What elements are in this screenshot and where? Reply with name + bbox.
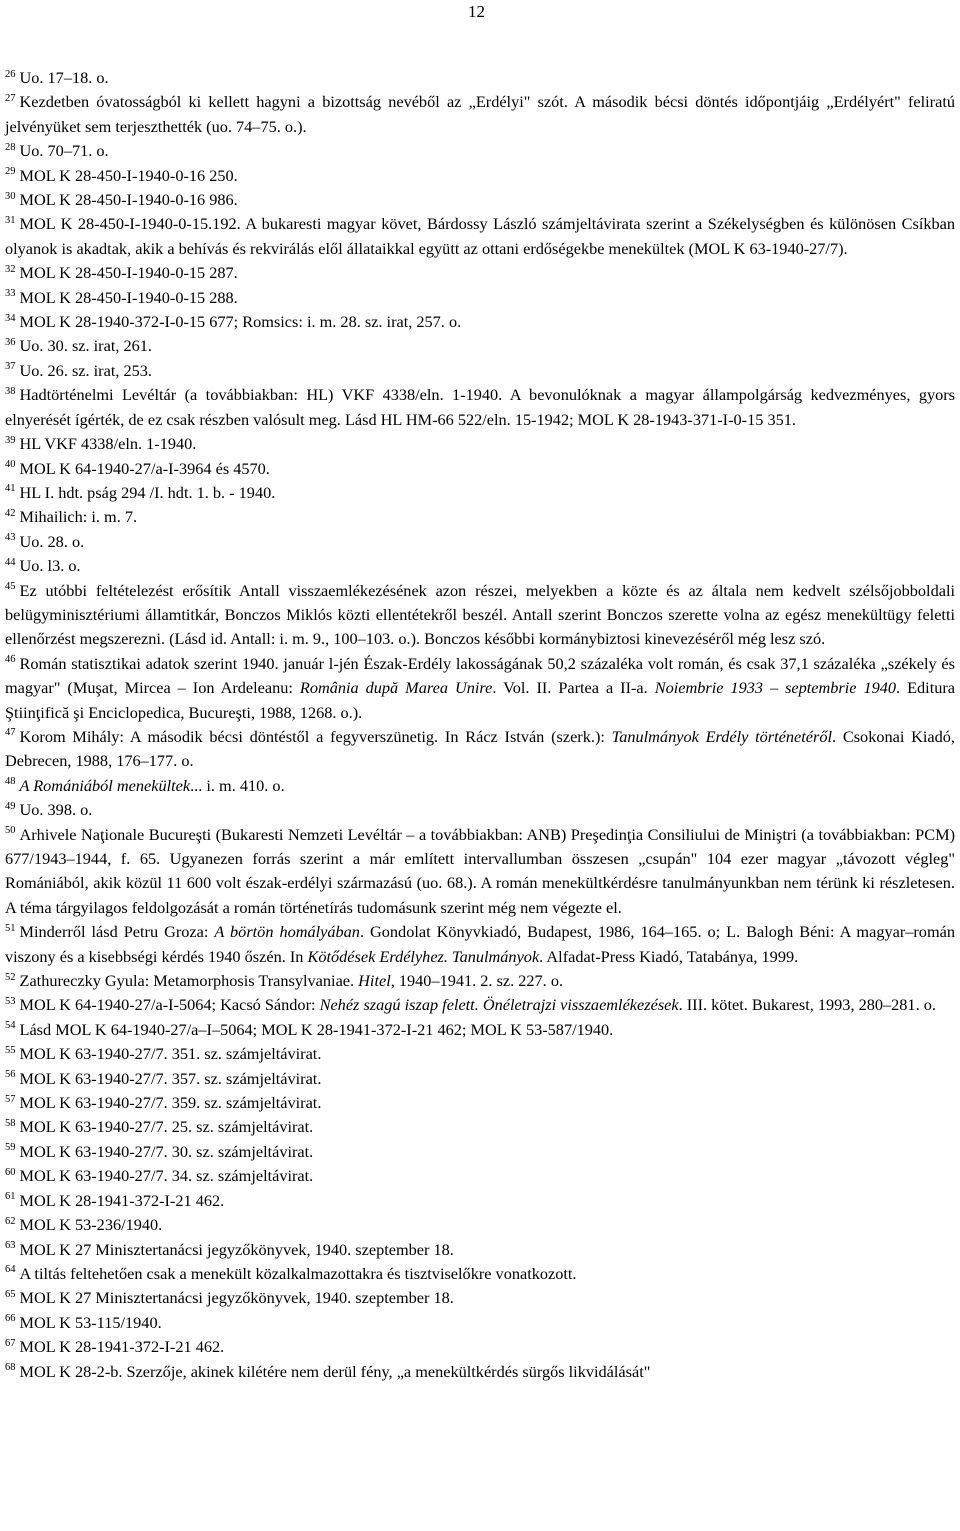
footnote-text: MOL K 28-450-I-1940-0-15.192. A bukaresti magyar követ, Bárdossy László számjeltávirata szerint a Székelységben és különösen Csíkban olyanok is akadtak, akik a behívás és rekvirálás elől állataikkal együtt az ottani erdőségekbe menekültek (MOL K 63-1940-27/7). <box>5 214 955 258</box>
footnote-39 <box>5 432 955 456</box>
footnote-32 <box>5 261 955 285</box>
footnote-italic-text: Kötődések Erdélyhez. Tanulmányok <box>307 946 540 966</box>
footnote-text: Uo. 28. o. <box>19 531 85 551</box>
footnote-text: . Vol. II. Partea a II-a. <box>492 678 655 698</box>
footnote-number: 56 <box>5 1069 16 1081</box>
footnote-number: 54 <box>5 1020 16 1032</box>
footnote-number: 37 <box>5 361 16 373</box>
footnote-text: MOL K 63-1940-27/7. 25. sz. számjeltávirat. <box>19 1117 314 1137</box>
footnote-text: . III. kötet. Bukarest, 1993, 280–281. o. <box>678 995 936 1015</box>
footnote-26 <box>5 66 955 90</box>
footnote-number: 60 <box>5 1166 16 1178</box>
footnote-number: 67 <box>5 1337 16 1349</box>
footnote-66 <box>5 1311 955 1335</box>
footnote-text: MOL K 28-1940-372-I-0-15 677; Romsics: i. m. 28. sz. irat, 257. o. <box>19 312 462 332</box>
footnote-29 <box>5 164 955 188</box>
footnote-number: 27 <box>5 92 16 104</box>
footnote-number: 52 <box>5 971 16 983</box>
footnote-27 <box>5 90 955 139</box>
footnote-text: MOL K 63-1940-27/7. 34. sz. számjeltávirat. <box>19 1166 314 1186</box>
footnote-number: 34 <box>5 312 16 324</box>
footnote-text: MOL K 28-2-b. Szerzője, akinek kilétére nem derül fény, „a menekültkérdés sürgős likvidálását" <box>19 1361 651 1381</box>
footnote-34 <box>5 310 955 334</box>
footnote-italic-text: Nehéz szagú iszap felett. Önéletrajzi visszaemlékezések <box>319 995 679 1015</box>
footnote-text: A tiltás feltehetően csak a menekült közalkalmazottakra és tisztviselőkre vonatkozott. <box>19 1263 577 1283</box>
footnote-italic-text: Noiembrie 1933 – septembrie 1940 <box>654 678 897 698</box>
footnote-56 <box>5 1067 955 1091</box>
footnote-number: 32 <box>5 263 16 275</box>
footnote-47 <box>5 725 955 774</box>
footnote-text: MOL K 53-115/1940. <box>19 1312 162 1332</box>
footnote-42 <box>5 505 955 529</box>
footnote-55 <box>5 1042 955 1066</box>
footnote-text: MOL K 28-1941-372-I-21 462. <box>19 1190 225 1210</box>
footnote-text: Uo. 30. sz. irat, 261. <box>19 336 152 356</box>
footnote-text: MOL K 28-450-I-1940-0-16 250. <box>19 165 238 185</box>
footnote-54 <box>5 1018 955 1042</box>
footnote-number: 48 <box>5 776 16 788</box>
footnote-text: Zathureczky Gyula: Metamorphosis Transylvaniae. <box>19 971 359 991</box>
footnote-text: MOL K 64-1940-27/a-I-5064; Kacsó Sándor: <box>19 995 320 1015</box>
footnote-67 <box>5 1335 955 1359</box>
footnote-65 <box>5 1286 955 1310</box>
footnote-number: 46 <box>5 654 16 666</box>
footnote-text: Minderről lásd Petru Groza: <box>19 922 215 942</box>
footnotes-list <box>5 66 955 1384</box>
footnote-text: . Alfadat-Press Kiadó, Tatabánya, 1999. <box>539 946 799 966</box>
footnote-number: 57 <box>5 1093 16 1105</box>
footnote-number: 66 <box>5 1313 16 1325</box>
footnote-italic-text: Tanulmányok Erdély történetéről <box>611 726 833 746</box>
footnote-number: 29 <box>5 166 16 178</box>
footnote-number: 51 <box>5 922 16 934</box>
footnote-36 <box>5 334 955 358</box>
footnote-text: Korom Mihály: A második bécsi döntéstől a fegyverszünetig. In Rácz István (szerk.): <box>19 726 612 746</box>
footnote-60 <box>5 1164 955 1188</box>
footnote-text: Uo. 26. sz. irat, 253. <box>19 360 152 380</box>
footnote-49 <box>5 798 955 822</box>
footnote-number: 41 <box>5 483 16 495</box>
footnote-text: Uo. 70–71. o. <box>19 141 109 161</box>
footnote-text: MOL K 28-1941-372-I-21 462. <box>19 1337 225 1357</box>
footnote-text: Uo. 17–18. o. <box>19 68 109 87</box>
footnote-number: 31 <box>5 214 16 226</box>
footnote-31 <box>5 212 955 261</box>
footnote-text: Lásd MOL K 64-1940-27/a–I–5064; MOL K 28-1941-372-I-21 462; MOL K 53-587/1940. <box>19 1019 614 1039</box>
footnote-number: 45 <box>5 581 16 593</box>
footnote-40 <box>5 457 955 481</box>
footnote-text: MOL K 28-450-I-1940-0-15 287. <box>19 263 238 283</box>
footnote-52 <box>5 969 955 993</box>
footnote-text: Uo. 398. o. <box>19 800 93 820</box>
footnote-text: MOL K 64-1940-27/a-I-3964 és 4570. <box>19 458 270 478</box>
footnote-37 <box>5 359 955 383</box>
footnote-45 <box>5 579 955 652</box>
footnote-number: 63 <box>5 1240 16 1251</box>
footnote-68 <box>5 1360 955 1384</box>
footnote-number: 50 <box>5 825 16 837</box>
footnote-number: 36 <box>5 336 16 348</box>
footnote-46 <box>5 652 955 725</box>
footnote-text: Mihailich: i. m. 7. <box>19 507 138 527</box>
footnote-43 <box>5 530 955 554</box>
footnote-text: Uo. l3. o. <box>19 556 81 576</box>
footnote-50 <box>5 823 955 921</box>
footnote-number: 65 <box>5 1288 16 1300</box>
footnote-number: 44 <box>5 556 16 568</box>
footnote-text: MOL K 28-450-I-1940-0-16 986. <box>19 190 238 210</box>
footnote-53 <box>5 993 955 1017</box>
footnote-number: 42 <box>5 507 16 519</box>
footnote-number: 30 <box>5 190 16 202</box>
footnote-38 <box>5 383 955 432</box>
footnote-64 <box>5 1262 955 1286</box>
footnote-41 <box>5 481 955 505</box>
footnote-number: 58 <box>5 1117 16 1129</box>
footnote-text: MOL K 63-1940-27/7. 30. sz. számjeltávirat. <box>19 1141 314 1161</box>
footnote-number: 49 <box>5 800 16 812</box>
footnote-text: MOL K 27 Minisztertanácsi jegyzőkönyvek, 1940. szeptember 18. <box>19 1239 454 1259</box>
footnote-text: . Csokonai Kiadó, Debrecen, 1988, 176–177. o. <box>5 726 955 771</box>
footnote-number: 61 <box>5 1191 16 1203</box>
footnote-text: Kezdetben óvatosságból ki kellett hagyni a bizottság nevéből az „Erdélyi" szót. A második bécsi döntés időpontjáig „Erdélyért" feliratú jelvényüket sem terjeszthették (uo. 74–75. o.). <box>5 92 955 136</box>
footnote-text: ... i. m. 410. o. <box>190 775 285 795</box>
footnote-58 <box>5 1115 955 1139</box>
footnote-57 <box>5 1091 955 1115</box>
footnote-text: MOL K 53-236/1940. <box>19 1215 163 1235</box>
footnote-number: 28 <box>5 141 16 153</box>
footnote-62 <box>5 1213 955 1237</box>
footnote-48 <box>5 774 955 798</box>
footnote-33 <box>5 286 955 310</box>
footnote-number: 64 <box>5 1264 16 1276</box>
footnote-28 <box>5 139 955 163</box>
footnote-number: 68 <box>5 1362 16 1374</box>
footnote-text: HL I. hdt. pság 294 /I. hdt. 1. b. - 1940. <box>19 482 276 502</box>
footnote-number: 33 <box>5 288 16 300</box>
footnote-text: MOL K 27 Minisztertanácsi jegyzőkönyvek, 1940. szeptember 18. <box>19 1288 454 1308</box>
page-number: 12 <box>468 2 485 21</box>
footnote-30 <box>5 188 955 212</box>
footnote-44 <box>5 554 955 578</box>
footnote-text: HL VKF 4338/eln. 1-1940. <box>19 434 197 454</box>
footnote-number: 38 <box>5 385 16 397</box>
footnote-51 <box>5 920 955 969</box>
footnote-italic-text: A Romániából menekültek <box>19 775 191 795</box>
footnote-text: MOL K 28-450-I-1940-0-15 288. <box>19 287 238 307</box>
footnote-59 <box>5 1140 955 1164</box>
footnote-number: 62 <box>5 1215 16 1227</box>
footnote-63 <box>5 1238 955 1262</box>
footnote-number: 55 <box>5 1044 16 1056</box>
footnote-text: Ez utóbbi feltételezést erősítik Antall visszaemlékezésének azon részei, melyekben a közte és az általa nem kedvelt szélsőjobboldali belügyminisztériumi államtitkár, Bonczos Miklós közti ellentétekről beszél. Antall szerint Bonczos szerette volna az egész menekültügy feletti ellenőrzést megszerezni. (Lásd id. Antall: i. m. 9., 100–103. o.). Bonczos későbbi kormánybiztosi kinevezéséről még lesz szó. <box>5 580 955 649</box>
footnote-text: MOL K 63-1940-27/7. 359. sz. számjeltávirat. <box>19 1093 322 1113</box>
footnote-italic-text: A börtön homályában <box>214 922 360 942</box>
footnote-text: MOL K 63-1940-27/7. 351. sz. számjeltávirat. <box>19 1044 322 1064</box>
footnote-61 <box>5 1189 955 1213</box>
footnote-text: Arhivele Naţionale Bucureşti (Bukaresti Nemzeti Levéltár – a továbbiakban: ANB) Preşedinţia Consiliului de Miniştri (a továbbiakban: PCM) 677/1943–1944, f. 65. Ugyanezen forrás szerint a már említett intervallumban összesen „csupán" 104 ezer magyar „távozott végleg" Romániából, akik közül 11 600 volt észak-erdélyi származású (uo. 68.). A román menekültkérdésre tanulmányunkban nem térünk ki részletesen. A téma tárgyilagos feldolgozását a román történetírás tudomásunk szerint még nem végezte el. <box>5 824 955 917</box>
footnote-number: 26 <box>5 68 16 80</box>
footnote-text: . Gondolat Könyvkiadó, Budapest, 1986, 164–165. o; L. Balogh Béni: A magyar–román viszony és a kisebbségi kérdés 1940 őszén. In <box>5 922 955 966</box>
footnote-number: 59 <box>5 1142 16 1154</box>
footnote-text: Hadtörténelmi Levéltár (a továbbiakban: HL) VKF 4338/eln. 1-1940. A bevonulóknak a magyar állampolgárság kedvezményes, gyors elnyerését ígérték, de ez csak részben valósult meg. Lásd HL HM-66 522/eln. 15-1942; MOL K 28-1943-371-I-0-15 351. <box>5 385 955 429</box>
footnote-italic-text: România după Marea Unire <box>299 678 493 698</box>
footnote-number: 47 <box>5 727 16 739</box>
footnote-number: 40 <box>5 459 16 470</box>
footnote-number: 43 <box>5 532 16 544</box>
footnote-number: 39 <box>5 434 16 446</box>
footnote-text: Román statisztikai adatok szerint 1940. január l-jén Észak-Erdély lakosságának 50,2 százaléka volt román, és csak 37,1 százaléka „székely és magyar" (Muşat, Mircea – Ion Ardeleanu: <box>5 653 955 698</box>
footnote-text: . Editura Ştiinţifică şi Enciclopedica, Bucureşti, 1988, 1268. o.). <box>5 678 956 722</box>
footnote-text: , 1940–1941. 2. sz. 227. o. <box>390 971 564 991</box>
footnote-number: 53 <box>5 995 16 1007</box>
footnote-italic-text: Hitel <box>358 971 391 991</box>
footnote-text: MOL K 63-1940-27/7. 357. sz. számjeltávirat. <box>19 1068 322 1088</box>
